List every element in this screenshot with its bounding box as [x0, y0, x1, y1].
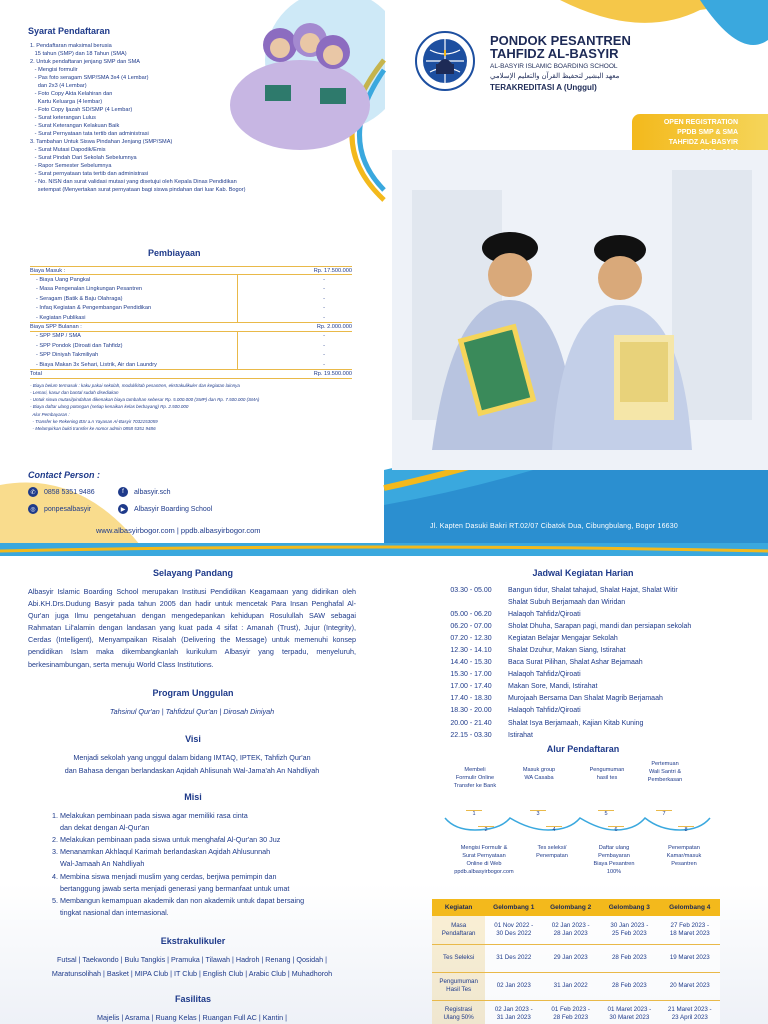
- fee-item-dash: -: [323, 314, 325, 321]
- section-divider: [0, 543, 768, 557]
- syarat-line: - Pas foto seragam SMP/SMA 3x4 (4 Lembar): [30, 75, 149, 81]
- gelombang-row: [432, 972, 720, 1000]
- contact-youtube[interactable]: [118, 504, 212, 514]
- ekstra-title: Ekstrakulikuler: [160, 936, 226, 946]
- syarat-line: Kartu Keluarga (4 lembar): [30, 99, 103, 105]
- gelombang-cell: Pengumuman Hasil Tes: [432, 972, 485, 1000]
- alur-step-number: 8: [678, 826, 694, 838]
- syarat-line: - Surat Mutasi Dapodik/Emis: [30, 147, 106, 153]
- gelombang-row: [432, 944, 720, 972]
- schedule-row: [440, 584, 740, 596]
- schedule-row: [440, 669, 740, 681]
- fee-item-dash: -: [323, 361, 325, 368]
- syarat-line: 2. Untuk pendaftaran jenjang SMP dan SMA: [30, 59, 140, 65]
- syarat-line: - Rapor Semester Sebelumnya: [30, 163, 112, 169]
- schedule-time: 17.00 - 17.40: [450, 683, 492, 691]
- schedule-activity: Murojaah Bersama Dan Shalat Magrib Berjamaah: [508, 695, 663, 703]
- schedule-activity: Shalat Dzuhur, Makan Siang, Istirahat: [508, 647, 626, 655]
- alur-step-label: Mengisi Formulir & Surat Pernyataan Online di Web ppdb.albasyirbogor.com: [454, 845, 514, 875]
- alur-step-number: 2: [478, 826, 494, 838]
- schedule-activity: Shalat Subuh Berjamaah dan Wiridan: [508, 598, 626, 606]
- fee-item-dash: -: [323, 333, 325, 340]
- alur-step-label: Tes seleksi/ Penempatan: [536, 845, 568, 859]
- gelombang-cell: 02 Jan 2023 - 31 Jan 2023: [485, 1000, 542, 1024]
- fee-item-label: - Infaq Kegiatan & Pengembangan Pendidikan: [36, 305, 152, 312]
- gelombang-cell: 28 Feb 2023: [599, 972, 659, 1000]
- gelombang-row: [432, 1000, 720, 1024]
- fee-total-value: Rp. 19.500.000: [313, 370, 352, 377]
- misi-line: 1. Melakukan pembinaan pada siswa agar memiliki rasa cinta: [52, 811, 248, 820]
- syarat-line: - Foto Copy Ijazah SD/SMP (4 Lembar): [30, 107, 133, 113]
- fee-item-dash: -: [323, 305, 325, 312]
- gelombang-cell: Registrasi Ulang 50%: [432, 1000, 485, 1024]
- school-address: Jl. Kapten Dasuki Bakri RT.02/07 Cibatok Dua, Cibungbulang, Bogor 16630: [430, 523, 678, 530]
- students-boys-photo: [392, 150, 768, 470]
- gelombang-header: Gelombang 3: [599, 899, 659, 916]
- gelombang-row: [432, 916, 720, 944]
- ekstra-line2: Maratunsolihah | Basket | MIPA Club | IT Club | English Club | Arabic Club | Muhadhoroh: [51, 969, 333, 978]
- syarat-line: 1. Pendaftaran maksimal berusia: [30, 43, 112, 49]
- syarat-line: 3. Tambahan Untuk Siswa Pindahan Jenjang (SMP/SMA): [30, 139, 173, 145]
- fasilitas-title: Fasilitas: [174, 994, 212, 1004]
- contact-facebook[interactable]: [118, 487, 171, 497]
- schedule-activity: Halaqoh Tahfidz/Qiroati: [508, 707, 581, 715]
- schedule-row: [440, 693, 740, 705]
- schedule-activity: Sholat Dhuha, Sarapan pagi, mandi dan persiapan sekolah: [508, 622, 692, 630]
- misi-line: 5. Membangun kemampuan akademik dan non akademik untuk dapat bersaing: [52, 895, 305, 905]
- selayang-text: Albasyir Islamic Boarding School merupakan Institusi Pendidikan Keagamaan yang didirikan oleh Abi.KH.Drs.Dudung Basyir pada tahun 2005 dan hadir untuk mencetak Para Insan Penghafal Al-Qur'an juga Ilmu pengetahuan dengan mengedepankan kehidupan Rosulullah SAW sebagai Rahmatan Lil'alamin dengan landasan yang kuat pada 4 sifat : Amanah (Trust), Jujur (Integrity), Cerdas (Intelligent), Menyampaikan Risalah (Delivering the Message) untuk memenuhi konsep pendidikan Islam maka dikembangkanlah kurikulum Albasyir yang terpadu, menyeluruh, berkesinambungan, serta menuju World Class Institutions.: [28, 587, 356, 669]
- schedule-time: 07.20 - 12.30: [450, 634, 492, 642]
- fee-item-row: [30, 351, 352, 360]
- schedule-row: [440, 705, 740, 717]
- schedule-activity: Shalat Isya Berjamaah, Kajian Kitab Kuning: [508, 719, 644, 727]
- brand-line3: AL-BASYIR ISLAMIC BOARDING SCHOOL: [490, 63, 618, 70]
- gelombang-cell: 01 Feb 2023 - 28 Feb 2023: [542, 1000, 599, 1024]
- syarat-line: - Mengisi formulir: [30, 67, 78, 73]
- schedule-time: 03.30 - 05.00: [450, 586, 492, 594]
- fee-item-label: - Biaya Uang Pangkal: [36, 277, 91, 284]
- fee-spp-row: [30, 322, 352, 331]
- contact-title: Contact Person :: [28, 470, 101, 480]
- brochure-inner: [0, 556, 768, 1024]
- schedule-time: 15.30 - 17.00: [450, 671, 492, 679]
- registration-line: OPEN REGISTRATION: [663, 119, 738, 126]
- gelombang-cell: Masa Pendaftaran: [432, 916, 485, 944]
- gelombang-cell: 27 Feb 2023 - 18 Maret 2023: [660, 916, 720, 944]
- school-logo: [414, 30, 476, 92]
- syarat-line: - Surat Pernyataan tata tertib dan administrasi: [30, 131, 149, 137]
- fee-separator: [237, 275, 238, 322]
- fee-item-row: [30, 285, 352, 294]
- gelombang-header-row: [432, 899, 720, 916]
- fee-spp-total: Rp. 2.000.000: [316, 324, 352, 331]
- schedule-row: [440, 717, 740, 729]
- fee-item-row: [30, 304, 352, 313]
- gelombang-cell: 19 Maret 2023: [660, 944, 720, 972]
- fee-masuk-items: [30, 275, 352, 322]
- fasilitas-line1: Majelis | Asrama | Ruang Kelas | Ruangan Full AC | Kantin |: [97, 1013, 287, 1022]
- misi-line: bertanggung jawab serta menjadi generasi yang bermanfaat untuk umat: [52, 883, 290, 893]
- gelombang-header: Gelombang 4: [660, 899, 720, 916]
- schedule-time: 14.40 - 15.30: [450, 659, 492, 667]
- syarat-line: 15 tahun (SMP) dan 18 Tahun (SMA): [30, 51, 127, 57]
- registration-line: PPDB SMP & SMA: [677, 129, 738, 136]
- gelombang-cell: 31 Jan 2022: [542, 972, 599, 1000]
- fee-item-label: - SPP Pondok (Diroati dan Tahfidz): [36, 342, 123, 349]
- gelombang-cell: Tes Seleksi: [432, 944, 485, 972]
- fee-separator: [237, 332, 238, 370]
- fee-note: - Melampirkan bukti transfer ke nomor admin 0858 5351 9486: [30, 425, 156, 431]
- gelombang-cell: 02 Jan 2023 - 28 Jan 2023: [542, 916, 599, 944]
- alur-step-label: Penempatan Kamar/masuk Pesantren: [666, 845, 702, 867]
- misi-line: 3. Menanamkan Akhlaqul Karimah berlandaskan Aqidah Ahlusunnah: [52, 847, 271, 857]
- selayang-title: Selayang Pandang: [152, 568, 234, 578]
- gelombang-cell: 21 Maret 2023 - 23 April 2023: [660, 1000, 720, 1024]
- fee-item-label: - Biaya Makan 3x Sehari, Listrik, Air dan Laundry: [36, 361, 157, 368]
- contact-fb: albasyir.sch: [134, 488, 171, 496]
- syarat-line: - Surat Pindah Dari Sekolah Sebelumnya: [30, 155, 137, 161]
- alur-step-number: 6: [608, 826, 624, 838]
- alur-step-label: Daftar ulang Pembayaran Biaya Pesantren 100%: [593, 845, 635, 875]
- alur-step-label: Membeli Formulir Online Transfer ke Bank: [453, 767, 497, 789]
- program-title: Program Unggulan: [152, 688, 234, 698]
- fee-item-label: - SPP Diniyah Takmiliyah: [36, 352, 99, 359]
- contact-instagram[interactable]: [28, 504, 91, 514]
- contact-yt: Albasyir Boarding School: [134, 505, 213, 513]
- syarat-line: - Surat pernyataan tata tertib dan administrasi: [30, 171, 149, 177]
- visi-line1: Menjadi sekolah yang unggul dalam bidang IMTAQ, IPTEK, Tahfizh Qur'an: [73, 753, 311, 762]
- syarat-line: - Surat keterangan Lulus: [30, 115, 96, 121]
- brand-accreditation: TERAKREDITASI A (Unggul): [490, 83, 597, 92]
- alur-step-label: Pengumuman hasil tes: [589, 767, 625, 781]
- fee-masuk-label: Biaya Masuk :: [30, 267, 66, 274]
- gelombang-header: Gelombang 1: [485, 899, 542, 916]
- syarat-line: setempat (Menyertakan surat pernyataan bagi siswa pindahan dari luar Kab. Bogor): [30, 187, 246, 193]
- fee-note: - Biaya belum termasuk : kaku pakai sekolah, modul/kitab pesantren, ekstrakulikuler dan kegiatan lainnya: [30, 382, 240, 388]
- gelombang-header: Kegiatan: [432, 899, 485, 916]
- fee-item-dash: -: [323, 352, 325, 359]
- fee-item-label: - SPP SMP / SMA: [36, 333, 81, 340]
- alur-step-label: Pertemuan Wali Santri & Pemberkasan: [647, 761, 683, 783]
- schedule-activity: Kegiatan Belajar Mengajar Sekolah: [508, 634, 618, 642]
- syarat-line: - Foto Copy Akta Kelahiran dan: [30, 91, 113, 97]
- contact-whatsapp[interactable]: [28, 487, 95, 497]
- contact-ig: ponpesalbasyir: [44, 505, 92, 513]
- gelombang-cell: 29 Jan 2023: [542, 944, 599, 972]
- alur-step-number: 4: [546, 826, 562, 838]
- alur-step-number: 1: [466, 810, 482, 822]
- gelombang-cell: 20 Maret 2023: [660, 972, 720, 1000]
- gelombang-header: Gelombang 2: [542, 899, 599, 916]
- schedule-activity: Halaqoh Tahfidz/Qiroati: [508, 671, 581, 679]
- gelombang-cell: 31 Des 2022: [485, 944, 542, 972]
- contact-section: [28, 470, 100, 480]
- misi-line: 2. Melakukan pembinaan pada siswa untuk menghafal Al-Qur'an 30 Juz: [52, 835, 281, 845]
- fee-masuk-row: [30, 266, 352, 275]
- registration-line: TAHFIDZ AL-BASYIR: [668, 139, 738, 146]
- jadwal-table: [440, 584, 740, 741]
- fee-table: [30, 266, 352, 432]
- schedule-time: 12.30 - 14.10: [450, 647, 492, 655]
- misi-line: dan dekat dengan Al-Qur'an: [52, 823, 150, 833]
- syarat-line: - No. NISN dan surat validasi mutasi yang disetujui oleh Kepala Dinas Pendidikan: [30, 179, 237, 185]
- schedule-time: 22.15 - 03.30: [450, 731, 492, 739]
- fee-item-row: [30, 341, 352, 350]
- gelombang-cell: 01 Maret 2023 - 30 Maret 2023: [599, 1000, 659, 1024]
- brand-line2: TAHFIDZ AL-BASYIR: [490, 46, 619, 61]
- gelombang-cell: 01 Nov 2022 - 30 Des 2022: [485, 916, 542, 944]
- schedule-time: 05.00 - 06.20: [450, 610, 492, 618]
- website-footer[interactable]: www.albasyirbogor.com | ppdb.albasyirbogor.com: [96, 526, 261, 535]
- misi-title: Misi: [184, 792, 202, 802]
- fee-item-label: - Masa Pengenalan Lingkungan Pesantren: [36, 286, 143, 293]
- schedule-activity: Istirahat: [508, 731, 533, 739]
- brand-block: [490, 34, 631, 92]
- alur-step-number: 7: [656, 810, 672, 822]
- fee-item-row: [30, 332, 352, 341]
- alur-step-number: 5: [598, 810, 614, 822]
- fee-item-dash: -: [323, 342, 325, 349]
- fee-total-row: [30, 369, 352, 378]
- schedule-row: [440, 596, 740, 608]
- schedule-time: 17.40 - 18.30: [450, 695, 492, 703]
- schedule-activity: Baca Surat Pilihan, Shalat Ashar Bejamaah: [508, 659, 643, 667]
- fee-note: - Lemari, kasur dan bantal sudah disediakan: [30, 389, 119, 395]
- instagram-icon: ◎: [28, 504, 38, 514]
- misi-line: tingkat nasional dan internasional.: [52, 907, 169, 917]
- visi-title: Visi: [185, 734, 201, 744]
- fee-item-row: [30, 294, 352, 303]
- gelombang-table: [432, 899, 720, 1024]
- misi-line: 4. Membina siswa menjadi muslim yang cerdas, berjiwa pemimpin dan: [52, 871, 277, 881]
- fee-item-label: - Seragam (Batik & Baju Olahraga): [36, 295, 123, 302]
- schedule-row: [440, 681, 740, 693]
- syarat-title: Syarat Pendaftaran: [28, 26, 111, 36]
- fee-note: Alur Pembayaran :: [30, 411, 70, 417]
- alur-step-label: Masuk group WA Casaba: [522, 767, 556, 781]
- schedule-activity: Bangun tidur, Shalat tahajud, Shalat Hajat, Shalat Witir: [508, 586, 678, 594]
- ekstra-line1: Futsal | Taekwondo | Bulu Tangkis | Pramuka | Tilawah | Hadroh | Renang | Qosidah |: [57, 955, 327, 964]
- brand-line1: PONDOK PESANTREN: [490, 33, 631, 48]
- fee-item-dash: -: [323, 295, 325, 302]
- fee-item-dash: -: [323, 286, 325, 293]
- fee-note: - Untuk siswa mutasi/pindahan dikenakan biaya tambahan sebesar Rp. 5.000.000 (SMP) dan Rp. 7.500.000 (SMA): [30, 397, 260, 403]
- fee-notes: [30, 382, 352, 432]
- students-girls-photo: [225, 0, 385, 150]
- fee-note: - Biaya daftar ulang potongan (setiap kenaikan kelas berbayang) Rp. 2.500.000: [30, 404, 189, 410]
- alur-step-number: 3: [530, 810, 546, 822]
- gelombang-cell: 28 Feb 2023: [599, 944, 659, 972]
- visi-line2: dan Bahasa dengan berlandaskan Aqidah Ahlisunah Wal-Jama'ah An Nahdliyah: [64, 766, 320, 775]
- fee-item-row: [30, 275, 352, 284]
- fee-spp-label: Biaya SPP Bulanan :: [30, 324, 82, 331]
- fee-note: - Transfer ke Rekening BSI a.n Yayasan Al-Basyir 7032153059: [30, 418, 158, 424]
- alur-title: Alur Pendaftaran: [546, 744, 620, 754]
- schedule-time: 18.30 - 20.00: [450, 707, 492, 715]
- whatsapp-icon: ✆: [28, 487, 38, 497]
- fee-total-label: Total: [30, 370, 42, 377]
- fee-item-label: - Kegiatan Publikasi: [36, 314, 86, 321]
- facebook-icon: f: [118, 487, 128, 497]
- schedule-time: 20.00 - 21.40: [450, 719, 492, 727]
- schedule-activity: Makan Sore, Mandi, Istirahat: [508, 683, 598, 691]
- schedule-row: [440, 620, 740, 632]
- schedule-time: 06.20 - 07.00: [450, 622, 492, 630]
- left-panel: [0, 0, 384, 545]
- schedule-row: [440, 632, 740, 644]
- fee-item-row: [30, 360, 352, 369]
- fee-spp-items: [30, 332, 352, 370]
- schedule-row: [440, 729, 740, 741]
- fee-item-dash: -: [323, 277, 325, 284]
- jadwal-title: Jadwal Kegiatan Harian: [532, 568, 634, 578]
- fee-item-row: [30, 313, 352, 322]
- fee-masuk-total: Rp. 17.500.000: [313, 267, 352, 274]
- contact-phone: 0858 5351 9486: [44, 488, 95, 496]
- schedule-row: [440, 657, 740, 669]
- alur-diagram: [430, 760, 760, 900]
- schedule-row: [440, 644, 740, 656]
- misi-line: Wal-Jamaah An Nahdliyah: [52, 859, 145, 869]
- gelombang-cell: 02 Jan 2023: [485, 972, 542, 1000]
- syarat-line: dan 2x3 (4 Lembar): [30, 83, 87, 89]
- youtube-icon: ▶: [118, 504, 128, 514]
- gelombang-cell: 30 Jan 2023 - 25 Feb 2023: [599, 916, 659, 944]
- brand-arabic: معهد البشير لتحفيظ القرآن والتعليم الإسلامي: [490, 73, 620, 80]
- syarat-line: - Surat Keterangan Kelakuan Baik: [30, 123, 120, 129]
- schedule-activity: Halaqoh Tahfidz/Qiroati: [508, 610, 581, 618]
- pembiayaan-title: Pembiayaan: [148, 248, 201, 258]
- program-text: Tahsinul Qur'an | Tahfidzul Qur'an | Dirosah Diniyah: [109, 707, 275, 716]
- schedule-row: [440, 608, 740, 620]
